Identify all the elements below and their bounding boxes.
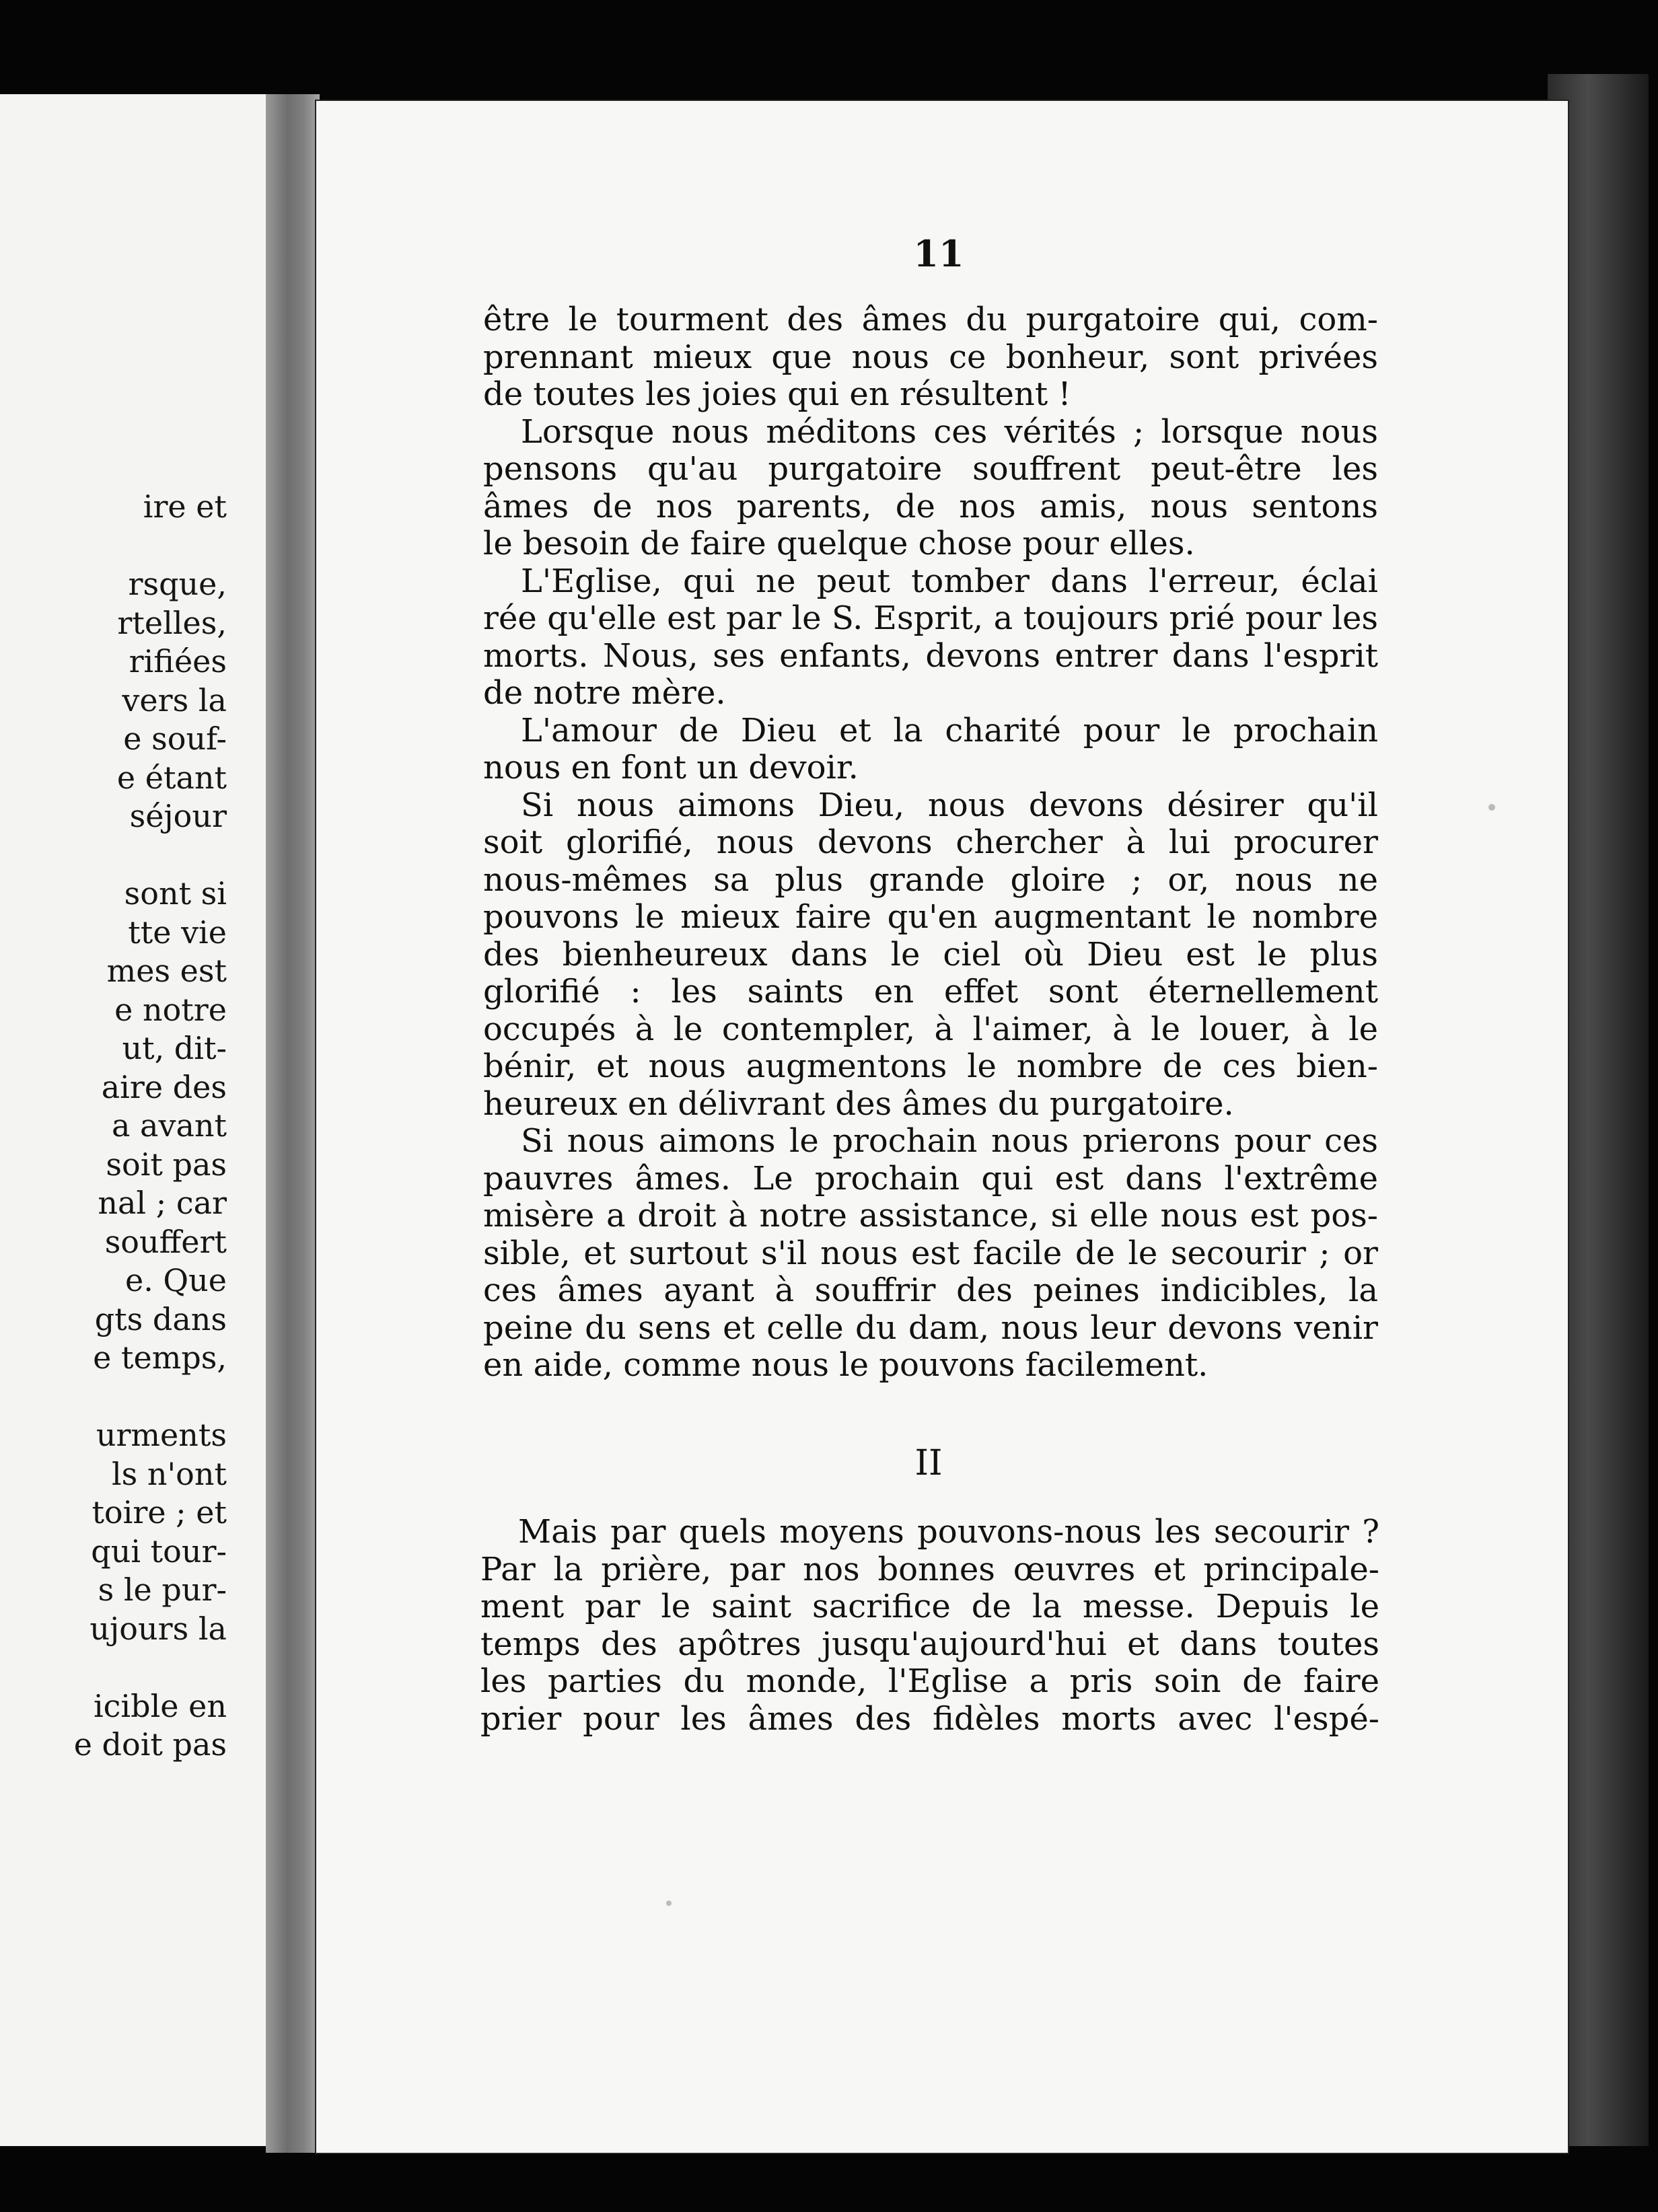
- left-page-line: mes est: [106, 953, 227, 989]
- text-line: bénir, et nous augmentons le nombre de ces bien-: [483, 1047, 1378, 1085]
- left-page-line: qui tour-: [91, 1533, 227, 1570]
- left-page-line: icible en: [93, 1687, 227, 1724]
- text-line: être le tourment des âmes du purgatoire qui, com-: [483, 301, 1378, 338]
- left-page-line: e temps,: [93, 1339, 227, 1376]
- left-page-line: rsque,: [128, 566, 227, 602]
- left-page-line: urments: [96, 1417, 227, 1453]
- text-line: Mais par quels moyens pouvons-nous les secourir ?: [518, 1513, 1379, 1551]
- scan-speck: [1488, 804, 1495, 811]
- left-page-line: s le pur-: [98, 1572, 227, 1608]
- book-gutter: [266, 94, 320, 2153]
- left-page-line: nal ; car: [98, 1185, 227, 1221]
- text-line: nous-mêmes sa plus grande gloire ; or, nous ne: [483, 860, 1378, 899]
- left-page-line: sont si: [124, 875, 227, 912]
- left-page-line: toire ; et: [92, 1494, 227, 1531]
- left-page-line: rtelles,: [117, 604, 227, 641]
- left-page: [0, 94, 266, 2146]
- text-line: Lorsque nous méditons ces vérités ; lorsque nous: [521, 412, 1378, 451]
- text-line: glorifié : les saints en effet sont éternellement: [483, 973, 1378, 1010]
- text-line: Si nous aimons Dieu, nous devons désirer qu'il: [521, 786, 1378, 824]
- left-page-line: gts dans: [94, 1300, 227, 1337]
- section-text: [480, 1514, 1379, 1738]
- text-line: Par la prière, par nos bonnes œuvres et principale-: [480, 1550, 1379, 1588]
- text-line: les parties du monde, l'Eglise a pris soin de faire: [480, 1662, 1379, 1700]
- text-line: temps des apôtres jusqu'aujourd'hui et dans toutes: [480, 1625, 1379, 1663]
- text-line: occupés à le contempler, à l'aimer, à le louer, à le: [483, 1010, 1378, 1048]
- text-line: sible, et surtout s'il nous est facile de le secourir ; or: [483, 1234, 1378, 1272]
- body-text: [483, 301, 1378, 1385]
- left-page-line: séjour: [129, 798, 227, 834]
- left-page-line: aire des: [101, 1068, 227, 1105]
- section-heading: II: [914, 1443, 943, 1483]
- text-line: L'Eglise, qui ne peut tomber dans l'erreur, éclai: [521, 562, 1378, 600]
- text-line: misère a droit à notre assistance, si elle nous est pos-: [483, 1197, 1378, 1234]
- text-line: de toutes les joies qui en résultent !: [483, 375, 1071, 413]
- left-page-line: ire et: [143, 488, 227, 525]
- text-line: rée qu'elle est par le S. Esprit, a toujours prié pour les: [483, 599, 1378, 637]
- left-page-line: ut, dit-: [122, 1030, 227, 1066]
- text-line: le besoin de faire quelque chose pour elles.: [483, 525, 1195, 562]
- left-page-line: e. Que: [124, 1262, 227, 1298]
- left-page-line: ls n'ont: [111, 1455, 227, 1492]
- left-page-line: e notre: [114, 991, 227, 1028]
- left-page-line: e souf-: [123, 721, 227, 757]
- text-line: ment par le saint sacrifice de la messe. Depuis le: [480, 1588, 1379, 1625]
- text-line: soit glorifié, nous devons chercher à lui procurer: [483, 823, 1378, 861]
- text-line: en aide, comme nous le pouvons facilement.: [483, 1346, 1209, 1384]
- text-line: prennant mieux que nous ce bonheur, sont privées: [483, 338, 1378, 376]
- left-page-line: tte vie: [128, 914, 227, 951]
- left-page-line: souffert: [104, 1223, 227, 1260]
- left-page-line: soit pas: [106, 1146, 227, 1183]
- page-number: 11: [913, 232, 964, 275]
- text-line: nous en font un devoir.: [483, 749, 859, 786]
- left-page-line: rifiées: [129, 643, 227, 679]
- left-page-text: [0, 94, 266, 2146]
- left-page-line: e étant: [116, 759, 227, 796]
- text-line: prier pour les âmes des fidèles morts avec l'espé-: [480, 1699, 1379, 1738]
- text-line: des bienheureux dans le ciel où Dieu est le plus: [483, 935, 1378, 973]
- text-line: heureux en délivrant des âmes du purgatoire.: [483, 1084, 1234, 1123]
- text-line: L'amour de Dieu et la charité pour le prochain: [521, 711, 1378, 749]
- left-page-line: vers la: [122, 681, 227, 718]
- left-page-line: a avant: [112, 1107, 227, 1144]
- text-line: peine du sens et celle du dam, nous leur devons venir: [483, 1308, 1378, 1347]
- scan-speck: [666, 1901, 672, 1906]
- text-line: pensons qu'au purgatoire souffrent peut-être les: [483, 450, 1378, 488]
- text-line: de notre mère.: [483, 674, 726, 712]
- text-line: pouvons le mieux faire qu'en augmentant le nombre: [483, 898, 1378, 936]
- text-line: Si nous aimons le prochain nous prierons pour ces: [521, 1122, 1378, 1160]
- text-line: ces âmes ayant à souffrir des peines indicibles, la: [483, 1271, 1378, 1309]
- text-line: pauvres âmes. Le prochain qui est dans l'extrême: [483, 1159, 1378, 1197]
- left-page-line: e doit pas: [73, 1726, 227, 1763]
- text-line: morts. Nous, ses enfants, devons entrer dans l'esprit: [483, 636, 1378, 675]
- left-page-line: ujours la: [89, 1610, 227, 1647]
- text-line: âmes de nos parents, de nos amis, nous sentons: [483, 487, 1378, 525]
